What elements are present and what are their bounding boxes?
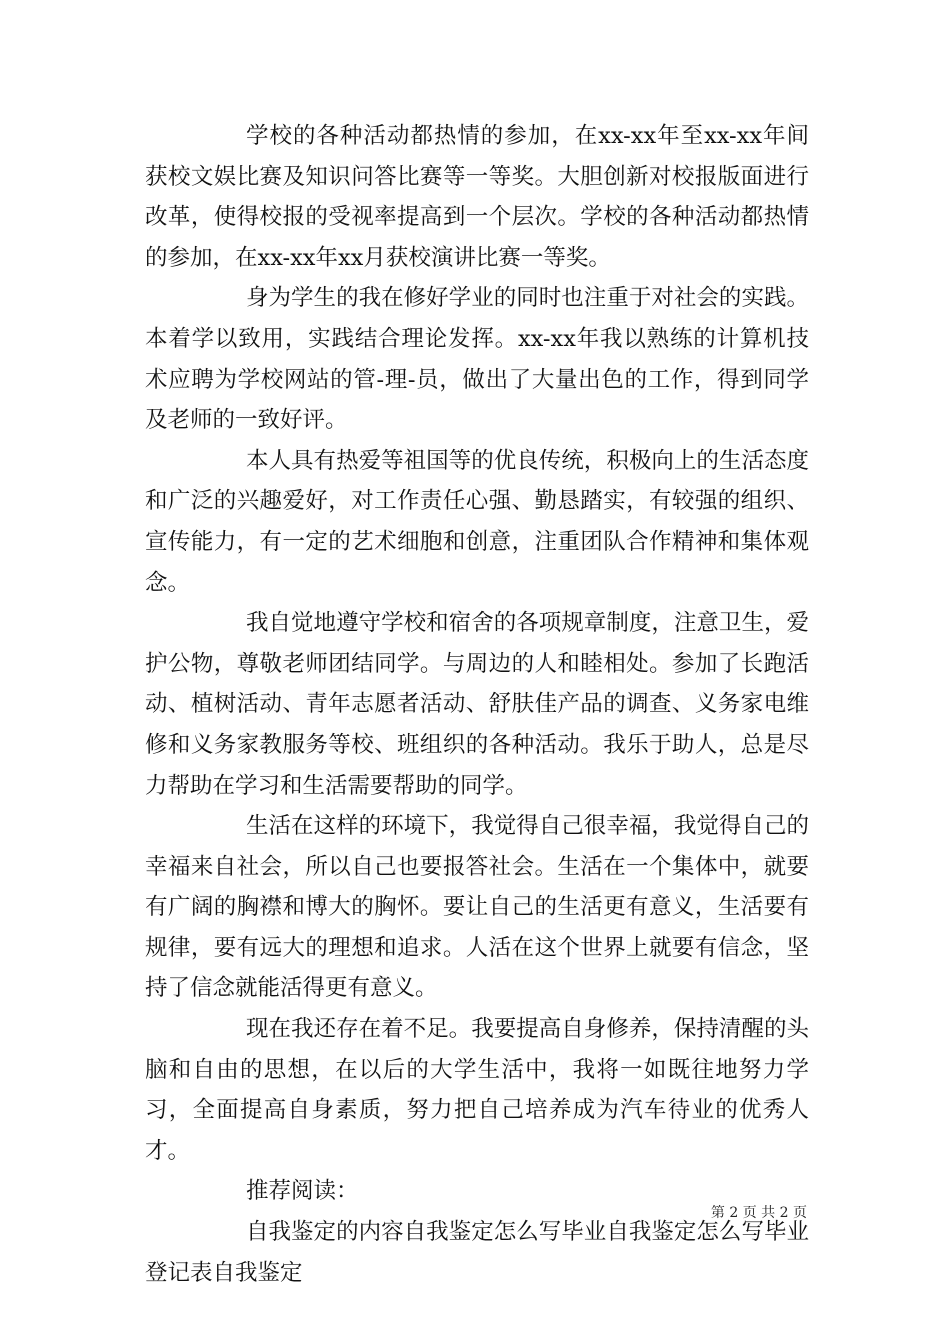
document-body — [145, 116, 809, 1293]
paragraph-social-practice: 身为学生的我在修好学业的同时也注重于对社会的实践。本着学以致用，实践结合理论发挥。xx-xx年我以熟练的计算机技术应聘为学校网站的管-理-员，做出了大量出色的工作，得到同学及老师的一致好评。 — [145, 285, 809, 434]
paragraph-personal-qualities: 本人具有热爱等祖国等的优良传统，积极向上的生活态度和广泛的兴趣爱好，对工作责任心强、勤恳踏实，有较强的组织、宣传能力，有一定的艺术细胞和创意，注重团队合作精神和集体观念。 — [145, 447, 809, 596]
recommended-reading-heading: 推荐阅读： — [246, 1178, 359, 1205]
paragraph-school-rules: 我自觉地遵守学校和宿舍的各项规章制度，注意卫生，爱护公物，尊敬老师团结同学。与周边的人和睦相处。参加了长跑活动、植树活动、青年志愿者活动、舒肤佳产品的调查、义务家电维修和义务家教服务等校、班组织的各种活动。我乐于助人，总是尽力帮助在学习和生活需要帮助的同学。 — [145, 610, 809, 799]
page-number-footer: 第 2 页 共 2 页 — [710, 1205, 807, 1221]
paragraph-shortcomings: 现在我还存在着不足。我要提高自身修养，保持清醒的头脑和自由的思想，在以后的大学生活中，我将一如既往地努力学习，全面提高自身素质，努力把自己培养成为汽车待业的优秀人才。 — [145, 1016, 809, 1164]
paragraph-life-environment: 生活在这样的环境下，我觉得自己很幸福，我觉得自己的幸福来自社会，所以自己也要报答社会。生活在一个集体中，就要有广阔的胸襟和博大的胸怀。要让自己的生活更有意义，生活要有规律，要有远大的理想和追求。人活在这个世界上就要有信念，坚持了信念就能活得更有意义。 — [145, 813, 809, 1002]
paragraph-activities: 学校的各种活动都热情的参加，在xx-xx年至xx-xx年间获校文娱比赛及知识问答比赛等一等奖。大胆创新对校报版面进行改革，使得校报的受视率提高到一个层次。学校的各种活动都热情的参加，在xx-xx年xx月获校演讲比赛一等奖。 — [145, 123, 809, 271]
recommended-reading-links: 自我鉴定的内容自我鉴定怎么写毕业自我鉴定怎么写毕业登记表自我鉴定 — [145, 1219, 809, 1286]
